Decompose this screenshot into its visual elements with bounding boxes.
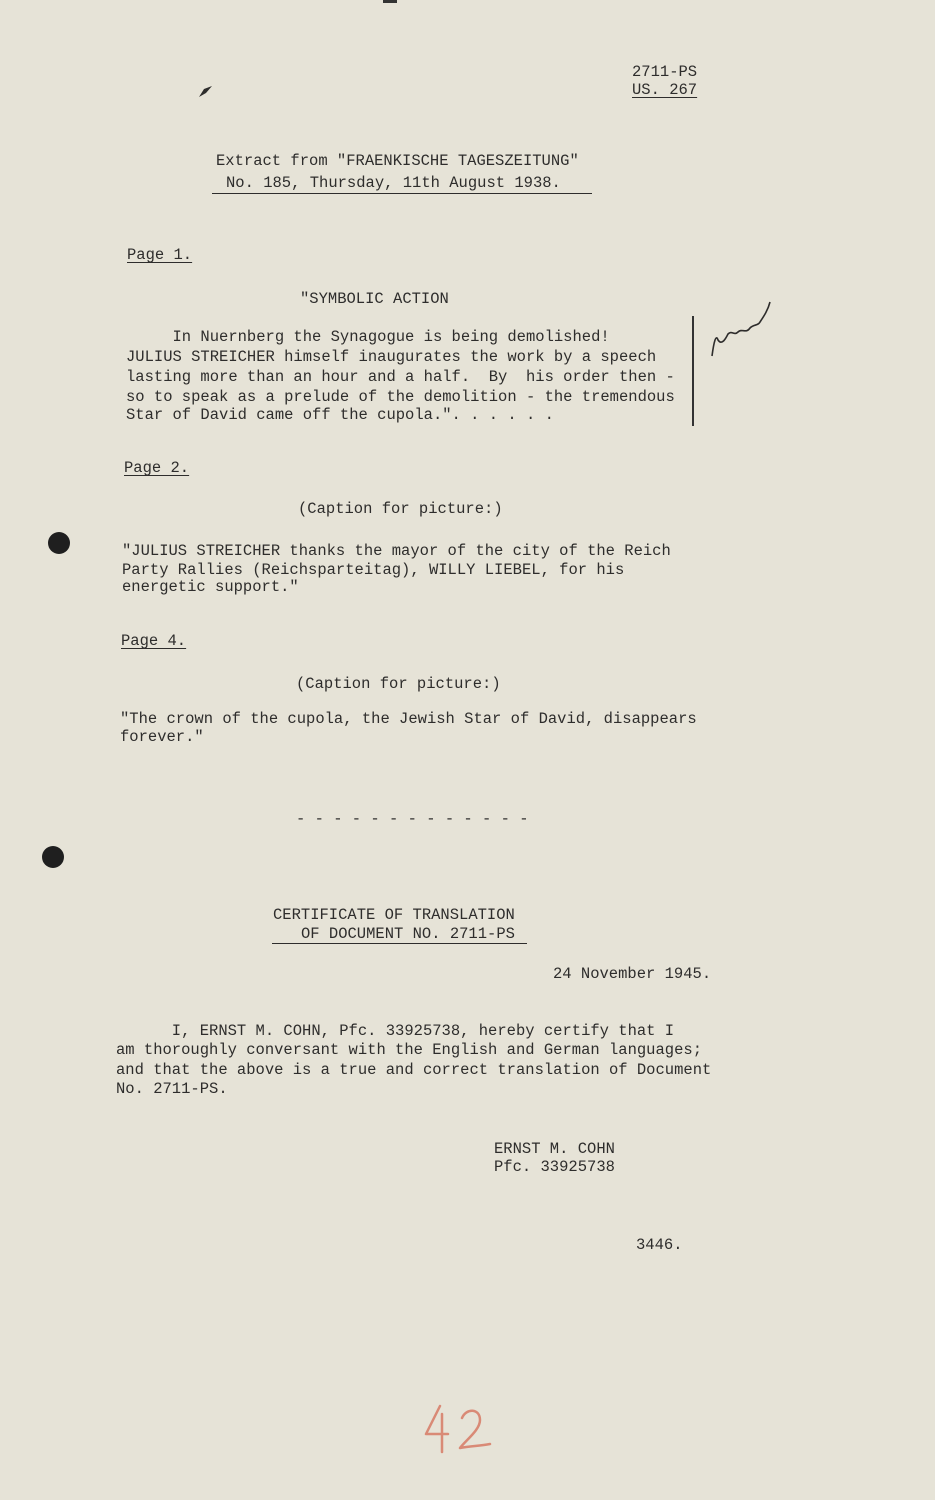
page1-line-3: lasting more than an hour and a half. By his order then - xyxy=(126,368,675,386)
page2-line-2: Party Rallies (Reichsparteitag), WILLY LIEBEL, for his xyxy=(122,561,625,579)
page2-caption: (Caption for picture:) xyxy=(298,500,503,518)
page2-line-1: "JULIUS STREICHER thanks the mayor of the city of the Reich xyxy=(122,542,671,560)
certificate-title-underline xyxy=(272,943,527,944)
page1-line-1: In Nuernberg the Synagogue is being demolished! xyxy=(126,328,610,346)
page4-label: Page 4. xyxy=(121,632,187,650)
pencil-tick-mark xyxy=(196,82,216,102)
certificate-title-1: CERTIFICATE OF TRANSLATION xyxy=(273,906,515,924)
doc-ref-exhibit: US. 267 xyxy=(632,81,698,99)
page2-label: Page 2. xyxy=(124,459,190,477)
margin-bracket xyxy=(692,316,694,426)
top-edge-mark xyxy=(383,0,397,3)
certificate-line-1: I, ERNST M. COHN, Pfc. 33925738, hereby certify that I xyxy=(116,1022,675,1040)
certificate-title-2: OF DOCUMENT NO. 2711-PS xyxy=(301,925,515,943)
signature-id: Pfc. 33925738 xyxy=(494,1158,615,1176)
page1-line-5: Star of David came off the cupola.". . . . . . xyxy=(126,406,554,424)
page4-caption: (Caption for picture:) xyxy=(296,675,501,693)
section-divider: - - - - - - - - - - - - - xyxy=(296,810,529,828)
handwritten-marginal-note xyxy=(704,296,784,366)
doc-ref-number: 2711-PS xyxy=(632,63,698,81)
header-line-2: No. 185, Thursday, 11th August 1938. xyxy=(226,174,561,192)
signature-name: ERNST M. COHN xyxy=(494,1140,615,1158)
page1-label: Page 1. xyxy=(127,246,193,264)
certificate-line-2: am thoroughly conversant with the English and German languages; xyxy=(116,1041,702,1059)
page-number: 3446. xyxy=(636,1236,683,1254)
page1-line-4: so to speak as a prelude of the demolition - the tremendous xyxy=(126,388,675,406)
punch-hole-lower xyxy=(42,846,64,868)
punch-hole-upper xyxy=(48,532,70,554)
header-line-1: Extract from "FRAENKISCHE TAGESZEITUNG" xyxy=(216,152,579,170)
header-underline xyxy=(212,193,592,194)
certificate-line-4: No. 2711-PS. xyxy=(116,1080,228,1098)
certificate-date: 24 November 1945. xyxy=(553,965,712,983)
page1-heading: "SYMBOLIC ACTION xyxy=(300,290,449,308)
page4-line-1: "The crown of the cupola, the Jewish Star of David, disappears xyxy=(120,710,697,728)
page4-line-2: forever." xyxy=(120,728,204,746)
certificate-line-3: and that the above is a true and correct translation of Document xyxy=(116,1061,712,1079)
page2-line-3: energetic support." xyxy=(122,578,299,596)
page1-line-2: JULIUS STREICHER himself inaugurates the work by a speech xyxy=(126,348,657,366)
handwritten-folio-number xyxy=(418,1400,498,1460)
